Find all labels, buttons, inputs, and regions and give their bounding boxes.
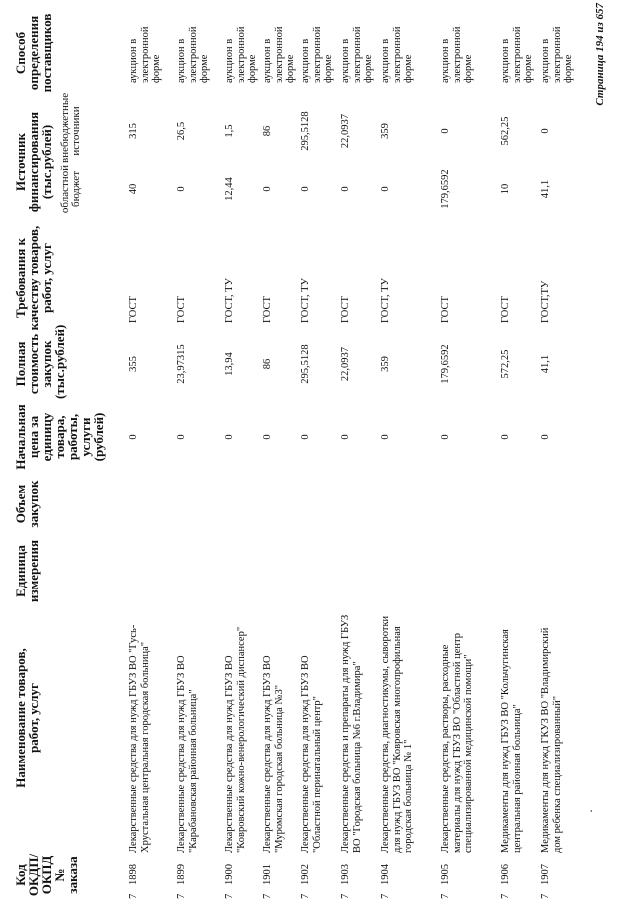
row-number: 1905: [440, 864, 451, 885]
row-total: 22,0937: [340, 346, 351, 382]
row-requirements: ГОСТ: [500, 296, 511, 323]
row-finance-extra: 26,5: [176, 121, 187, 141]
row-method: аукцион в электронной форме: [300, 26, 334, 83]
stray-mark: ·: [584, 809, 598, 813]
header-method: Способ определения поставщиков: [13, 13, 54, 93]
row-price: 0: [262, 434, 273, 440]
row-method: аукцион в электронной форме: [500, 26, 534, 83]
row-number: 1902: [300, 864, 311, 885]
row-name: Лекарственные средства, растворы, расходные материалы для нужд ГБУЗ ВО "Областной центр специализированной медицинской помощи": [440, 633, 474, 853]
header-total: Полная стоимость закупок (тыс.рублей): [13, 324, 67, 399]
row-method: аукцион в электронной форме: [440, 26, 474, 83]
row-finance-regional: 12,44: [224, 177, 235, 201]
row-finance-extra: 86: [262, 125, 273, 137]
row-finance-regional: 0: [300, 186, 311, 192]
row-total: 86: [262, 358, 273, 370]
row-finance-extra: 0: [440, 128, 451, 134]
row-number: 1901: [262, 864, 273, 885]
row-method: аукцион в электронной форме: [380, 26, 414, 83]
row-finance-regional: 179,6592: [440, 169, 451, 209]
header-volume: Объем закупок: [13, 480, 41, 528]
row-requirements: ГОСТ: [340, 296, 351, 323]
row-finance-regional: 41,1: [540, 179, 551, 199]
row-finance-regional: 0: [262, 186, 273, 192]
row-code: 7: [380, 893, 391, 899]
row-price: 0: [128, 434, 139, 440]
row-price: 0: [540, 434, 551, 440]
row-requirements: ГОСТ, ТУ: [300, 278, 311, 323]
row-requirements: ГОСТ: [128, 296, 139, 323]
row-code: 7: [300, 893, 311, 899]
row-requirements: ГОСТ,ТУ: [540, 280, 551, 323]
row-total: 355: [128, 356, 139, 372]
header-name: Наименование товаров, работ, услуг: [13, 648, 41, 788]
header-code: Код ОКДП/ ОКПД № заказа: [13, 853, 80, 897]
row-requirements: ГОСТ: [176, 296, 187, 323]
row-method: аукцион в электронной форме: [540, 26, 574, 83]
row-method: аукцион в электронной форме: [224, 26, 258, 83]
header-finance: Источник финансирования (тыс.рублей): [13, 111, 54, 213]
row-price: 0: [440, 434, 451, 440]
row-finance-extra: 359: [380, 123, 391, 139]
row-name: Лекарственные средства для нужд ГБУЗ ВО "Гусь-Хрустальная центральная городская больница": [128, 624, 151, 853]
row-total: 359: [380, 356, 391, 372]
row-requirements: ГОСТ, ТУ: [224, 278, 235, 323]
row-method: аукцион в электронной форме: [262, 26, 296, 83]
row-total: 295,5128: [300, 344, 311, 384]
header-unit: Единица измерения: [13, 539, 41, 603]
row-number: 1906: [500, 864, 511, 885]
row-price: 0: [176, 434, 187, 440]
row-price: 0: [500, 434, 511, 440]
row-name: Лекарственные средства для нужд ГБУЗ ВО "Муромская городская больница №3": [262, 655, 285, 853]
row-number: 1903: [340, 864, 351, 885]
header-finance-regional: областной бюджет: [59, 164, 82, 214]
row-total: 572,25: [500, 349, 511, 379]
row-name: Медикаменты для нужд ГБУЗ ВО "Кольчугинская центральная районная больница": [500, 629, 523, 853]
row-method: аукцион в электронной форме: [340, 26, 374, 83]
row-total: 179,6592: [440, 344, 451, 384]
row-code: 7: [176, 893, 187, 899]
row-code: 7: [500, 893, 511, 899]
row-code: 7: [340, 893, 351, 899]
row-method: аукцион в электронной форме: [176, 26, 210, 83]
row-price: 0: [300, 434, 311, 440]
row-code: 7: [262, 893, 273, 899]
row-number: 1898: [128, 864, 139, 885]
row-finance-extra: 1,5: [224, 124, 235, 138]
row-total: 41,1: [540, 354, 551, 374]
row-name: Лекарственные средства, диагностикумы, сыворотки для нужд ГБУЗ ВО "Ковровская многопрофильная городская больница № 1": [380, 615, 414, 853]
header-price: Начальная цена за единицу товара, работы, услуги (рублей): [13, 404, 106, 470]
row-number: 1900: [224, 864, 235, 885]
row-finance-regional: 40: [128, 183, 139, 195]
row-code: 7: [224, 893, 235, 899]
row-name: Лекарственные средства для нужд ГБУЗ ВО "Ковровский кожно-венерологический диспансер": [224, 626, 247, 853]
row-finance-extra: 22,0937: [340, 113, 351, 149]
row-price: 0: [340, 434, 351, 440]
row-requirements: ГОСТ: [262, 296, 273, 323]
row-requirements: ГОСТ, ТУ: [380, 278, 391, 323]
row-code: 7: [440, 893, 451, 899]
row-number: 1907: [540, 864, 551, 885]
row-number: 1899: [176, 864, 187, 885]
row-code: 7: [128, 893, 139, 899]
row-total: 23,97315: [176, 344, 187, 384]
row-number: 1904: [380, 864, 391, 885]
header-requirements: Требования к качеству товаров, работ, услуг: [13, 225, 54, 331]
row-finance-regional: 0: [340, 186, 351, 192]
row-requirements: ГОСТ: [440, 296, 451, 323]
row-finance-extra: 0: [540, 128, 551, 134]
row-name: Лекарственные средства и препараты для нужд ГБУЗ ВО "Городская больница №6 г.Владимира": [340, 614, 363, 853]
page-footer: Страница 194 из 657: [594, 3, 606, 106]
row-price: 0: [224, 434, 235, 440]
row-name: Медикаменты для нужд ГКУЗ ВО "Владимирский дом ребенка специализированный": [540, 627, 563, 853]
row-finance-regional: 10: [500, 183, 511, 195]
row-finance-regional: 0: [380, 186, 391, 192]
row-price: 0: [380, 434, 391, 440]
header-finance-extra: внебюджетные источники: [59, 92, 82, 163]
row-finance-extra: 315: [128, 123, 139, 139]
row-finance-regional: 0: [176, 186, 187, 192]
row-code: 7: [540, 893, 551, 899]
row-method: аукцион в электронной форме: [128, 26, 162, 83]
row-name: Лекарственные средства для нужд ГБУЗ ВО "Областной перинатальный центр": [300, 655, 323, 853]
row-finance-extra: 562,25: [500, 116, 511, 146]
row-total: 13,94: [224, 352, 235, 376]
row-name: Лекарственные средства для нужд ГБУЗ ВО "Карабановская районная больница": [176, 655, 199, 853]
row-finance-extra: 295,5128: [300, 111, 311, 151]
